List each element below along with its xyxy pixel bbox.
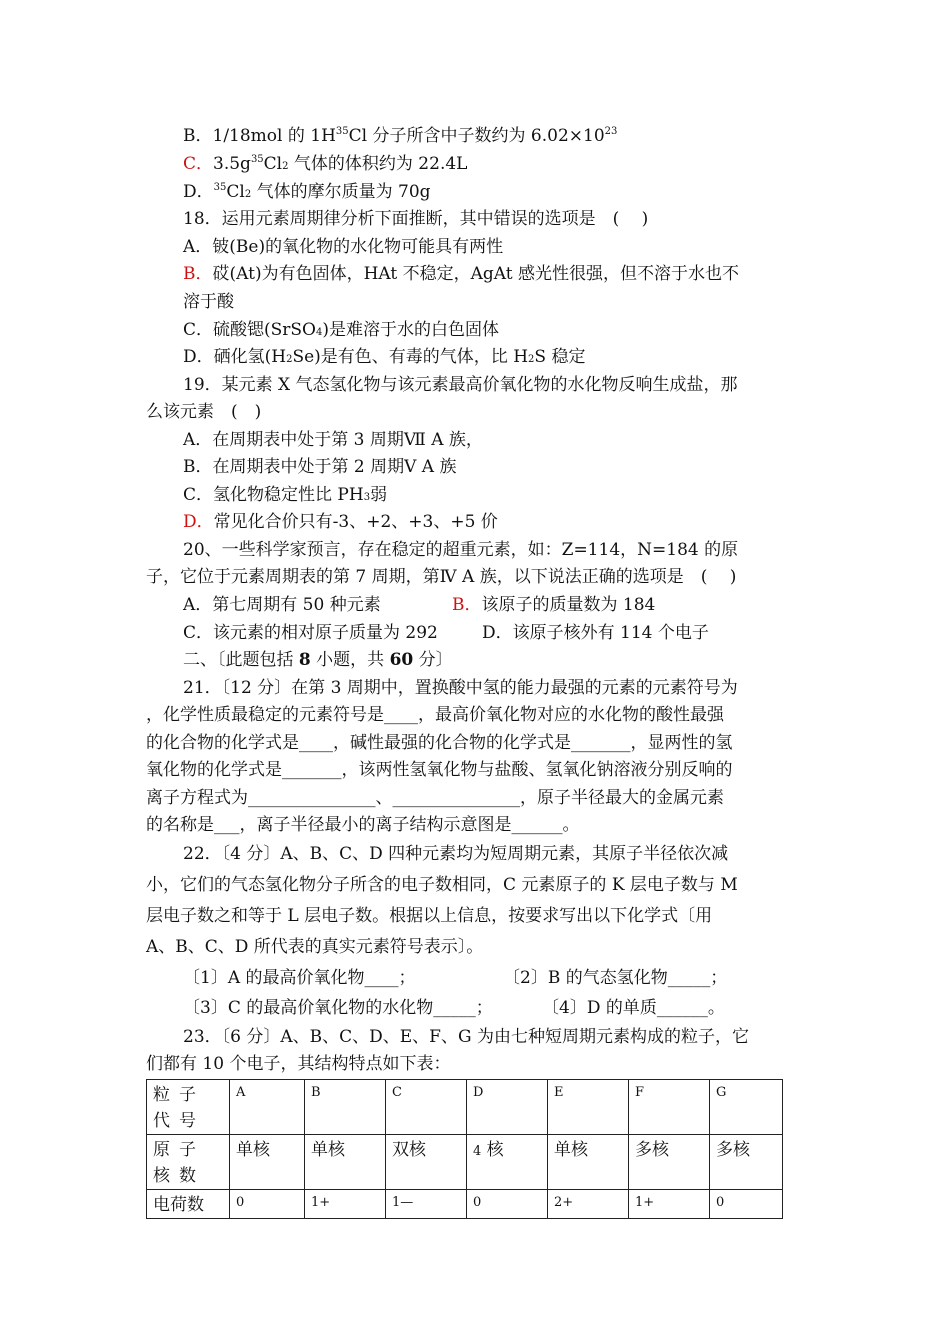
q20-stem-cont: 子，它位于元素周期表的第 7 周期，第Ⅳ A 族，以下说法正确的选项是 ( ) bbox=[146, 567, 737, 587]
table-row bbox=[147, 1080, 783, 1135]
q17-option-b: B．1/18mol 的 $1H^{35}Cl$ 分子所含中子数约为 $6.02\times 10^{23}$ bbox=[183, 126, 618, 146]
q22-part-4: 〔4〕D 的单质______。 bbox=[542, 998, 725, 1018]
q23-line-2: 们都有 10 个电子，其结构特点如下表： bbox=[146, 1054, 451, 1074]
q18-option-c: C．硫酸锶(SrSO4)是难溶于水的白色固体 bbox=[183, 320, 500, 340]
q22-line-1: 22．〔4 分〕A、B、C、D 四种元素均为短周期元素，其原子半径依次减 bbox=[183, 844, 729, 864]
q19-option-c: C．氢化物稳定性比 PH3弱 bbox=[183, 485, 388, 505]
q20-option-d: D．该原子核外有 114 个电子 bbox=[482, 623, 709, 643]
q21-line-4: 氧化物的化学式是_______，该两性氢氧化物与盐酸、氢氧化钠溶液分别反响的 bbox=[146, 760, 733, 780]
table-cell: G bbox=[710, 1080, 783, 1135]
q22-line-4: A、B、C、D 所代表的真实元素符号表示〕。 bbox=[146, 937, 484, 957]
table-cell: 4 核 bbox=[467, 1135, 548, 1190]
q21-line-6: 的名称是___，离子半径最小的离子结构示意图是______。 bbox=[146, 815, 580, 835]
q21-line-1: 21．〔12 分〕在第 3 周期中，置换酸中氢的能力最强的元素的元素符号为 bbox=[183, 678, 738, 698]
table-cell: 1+ bbox=[629, 1190, 710, 1219]
q21-line-5: 离子方程式为_______________、_______________，原子半径最大的金属元素 bbox=[146, 788, 724, 808]
table-cell: 双核 bbox=[386, 1135, 467, 1190]
section-2-header: 二、〔此题包括 8 小题，共 60 分〕 bbox=[183, 650, 453, 670]
table-cell: 单核 bbox=[230, 1135, 305, 1190]
q21-line-2: ，化学性质最稳定的元素符号是____，最高价氧化物对应的水化物的酸性最强 bbox=[146, 705, 724, 725]
q20-option-b: B．该原子的质量数为 184 bbox=[452, 595, 656, 615]
q22-part-2: 〔2〕B 的气态氢化物_____； bbox=[503, 968, 728, 988]
table-cell: F bbox=[629, 1080, 710, 1135]
q22-part-1: 〔1〕A 的最高价氧化物____； bbox=[183, 968, 416, 988]
q19-option-d: D．常见化合价只有-3、+2、+3、+5 价 bbox=[183, 512, 498, 532]
particle-table bbox=[146, 1079, 783, 1219]
q18-option-b: B．砹(At)为有色固体，HAt 不稳定，AgAt 感光性很强，但不溶于水也不 bbox=[183, 264, 739, 284]
row-header-particle-code: 粒子代号 bbox=[147, 1080, 230, 1135]
q17-option-d: D．$^{35}$Cl2 气体的摩尔质量为 70g bbox=[183, 182, 431, 202]
answer-mark: D． bbox=[183, 512, 214, 532]
answer-mark: B． bbox=[452, 595, 482, 615]
q17-option-c: C．$3.5g^{35}Cl2$ 气体的体积约为 22.4L bbox=[183, 154, 468, 174]
table-cell: 0 bbox=[467, 1190, 548, 1219]
q18-option-d: D．硒化氢(H2Se)是有色、有毒的气体，比 H2S 稳定 bbox=[183, 347, 586, 367]
q22-line-3: 层电子数之和等于 L 层电子数。根据以上信息，按要求写出以下化学式〔用 bbox=[146, 906, 713, 926]
q18-option-b-cont: 溶于酸 bbox=[183, 292, 234, 312]
table-cell: C bbox=[386, 1080, 467, 1135]
table-cell: 多核 bbox=[710, 1135, 783, 1190]
q22-part-3: 〔3〕C 的最高价氧化物的水化物_____； bbox=[183, 998, 493, 1018]
q19-option-a: A．在周期表中处于第 3 周期Ⅶ A 族， bbox=[183, 430, 483, 450]
row-header-nucleus-count: 原子核数 bbox=[147, 1135, 230, 1190]
table-cell: 0 bbox=[710, 1190, 783, 1219]
table-cell: E bbox=[548, 1080, 629, 1135]
table-cell: 单核 bbox=[548, 1135, 629, 1190]
q19-option-b: B．在周期表中处于第 2 周期Ⅴ A 族 bbox=[183, 457, 457, 477]
table-row bbox=[147, 1135, 783, 1190]
table-cell: B bbox=[305, 1080, 386, 1135]
table-cell: 1— bbox=[386, 1190, 467, 1219]
q22-line-2: 小，它们的气态氢化物分子所含的电子数相同，C 元素原子的 K 层电子数与 M bbox=[146, 875, 738, 895]
table-cell: A bbox=[230, 1080, 305, 1135]
table-cell: 0 bbox=[230, 1190, 305, 1219]
table-cell: D bbox=[467, 1080, 548, 1135]
table-row bbox=[147, 1190, 783, 1219]
q21-line-3: 的化合物的化学式是____，碱性最强的化合物的化学式是_______，显两性的氢 bbox=[146, 733, 733, 753]
q18-option-a: A．铍(Be)的氧化物的水化物可能具有两性 bbox=[183, 237, 504, 257]
table-cell: 1+ bbox=[305, 1190, 386, 1219]
table-cell: 单核 bbox=[305, 1135, 386, 1190]
answer-mark: C． bbox=[183, 154, 214, 174]
q20-option-a: A．第七周期有 50 种元素 bbox=[183, 595, 381, 615]
q20-option-c: C．该元素的相对原子质量为 292 bbox=[183, 623, 438, 643]
answer-mark: B． bbox=[183, 264, 213, 284]
q23-line-1: 23．〔6 分〕A、B、C、D、E、F、G 为由七种短周期元素构成的粒子，它 bbox=[183, 1027, 749, 1047]
table-cell: 2+ bbox=[548, 1190, 629, 1219]
q20-stem: 20、一些科学家预言，存在稳定的超重元素，如：Z=114，N=184 的原 bbox=[183, 540, 739, 560]
q19-stem: 19．某元素 X 气态氢化物与该元素最高价氧化物的水化物反响生成盐，那 bbox=[183, 375, 738, 395]
row-header-charge: 电荷数 bbox=[147, 1190, 230, 1219]
q18-stem: 18．运用元素周期律分析下面推断，其中错误的选项是 ( ) bbox=[183, 209, 649, 229]
q19-stem-cont: 么该元素 ( ) bbox=[146, 402, 262, 422]
table-cell: 多核 bbox=[629, 1135, 710, 1190]
